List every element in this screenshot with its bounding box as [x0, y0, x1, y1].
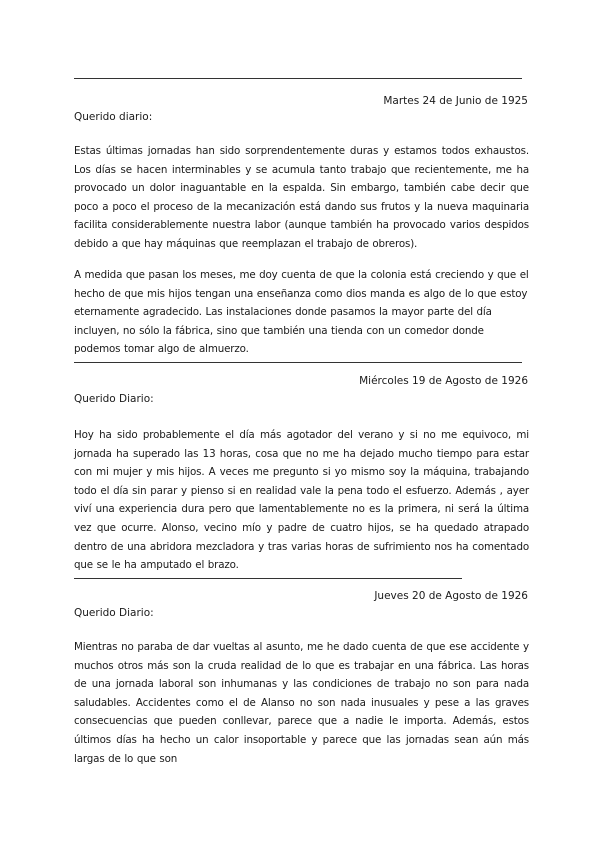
separator-line — [74, 578, 462, 579]
entry-paragraph: A medida que pasan los meses, me doy cuenta de que la colonia está creciendo y que el hecho de que mis hijos tengan una enseñanza como dios manda es algo de lo que estoy eternamente agradecido. Las instalaciones donde pasamos la mayor parte del día incluyen, no sólo la fábrica, sino que también una tienda con un comedor donde podemos tomar algo de almuerzo. — [74, 269, 529, 356]
entry-salutation: Querido diario: — [74, 111, 153, 123]
entry-salutation: Querido Diario: — [74, 393, 154, 405]
separator-line — [74, 78, 522, 79]
entry-paragraph: Estas últimas jornadas han sido sorprendentemente duras y estamos todos exhaustos. Los días se hacen interminables y se acumula tanto trabajo que recientemente, me ha provocado un dolor inaguantable en la espalda. Sin embargo, también cabe decir que poco a poco el proceso de la mecanización está dando sus frutos y la nueva maquinaria facilita considerablemente nuestra labor (aunque también ha provocado varios despidos debido a que hay máquinas que reemplazan el trabajo de obreros). — [74, 145, 529, 250]
separator-line — [74, 362, 522, 363]
entry-paragraph: Hoy ha sido probablemente el día más agotador del verano y si no me equivoco, mi jornada ha superado las 13 horas, cosa que no me ha dejado mucho tiempo para estar con mi mujer y mis hijos. A veces me pregunto si yo mismo soy la máquina, trabajando todo el día sin parar y pienso si en realidad vale la pena todo el esfuerzo. Además , ayer viví una experiencia dura pero que lamentablemente no es la primera, ni será la última vez que ocurre. Alonso, vecino mío y padre de cuatro hijos, se ha quedado atrapado dentro de una abridora mezcladora y tras varias horas de sufrimiento nos ha comentado que se le ha amputado el brazo. — [74, 429, 529, 572]
entry-salutation: Querido Diario: — [74, 607, 154, 619]
entry-date: Jueves 20 de Agosto de 1926 — [374, 590, 528, 602]
entry-date: Martes 24 de Junio de 1925 — [383, 95, 528, 107]
entry-paragraph: Mientras no paraba de dar vueltas al asunto, me he dado cuenta de que ese accidente y muchos otros más son la cruda realidad de lo que es trabajar en una fábrica. Las horas de una jornada laboral son inhumanas y las condiciones de trabajo no son para nada saludables. Accidentes como el de Alanso no son nada inusuales y pese a las graves consecuencias que pueden conllevar, parece que a nadie le importa. Además, estos últimos días ha hecho un calor insoportable y parece que las jornadas sean aún más largas de lo que son — [74, 641, 529, 765]
entry-date: Miércoles 19 de Agosto de 1926 — [359, 375, 528, 387]
